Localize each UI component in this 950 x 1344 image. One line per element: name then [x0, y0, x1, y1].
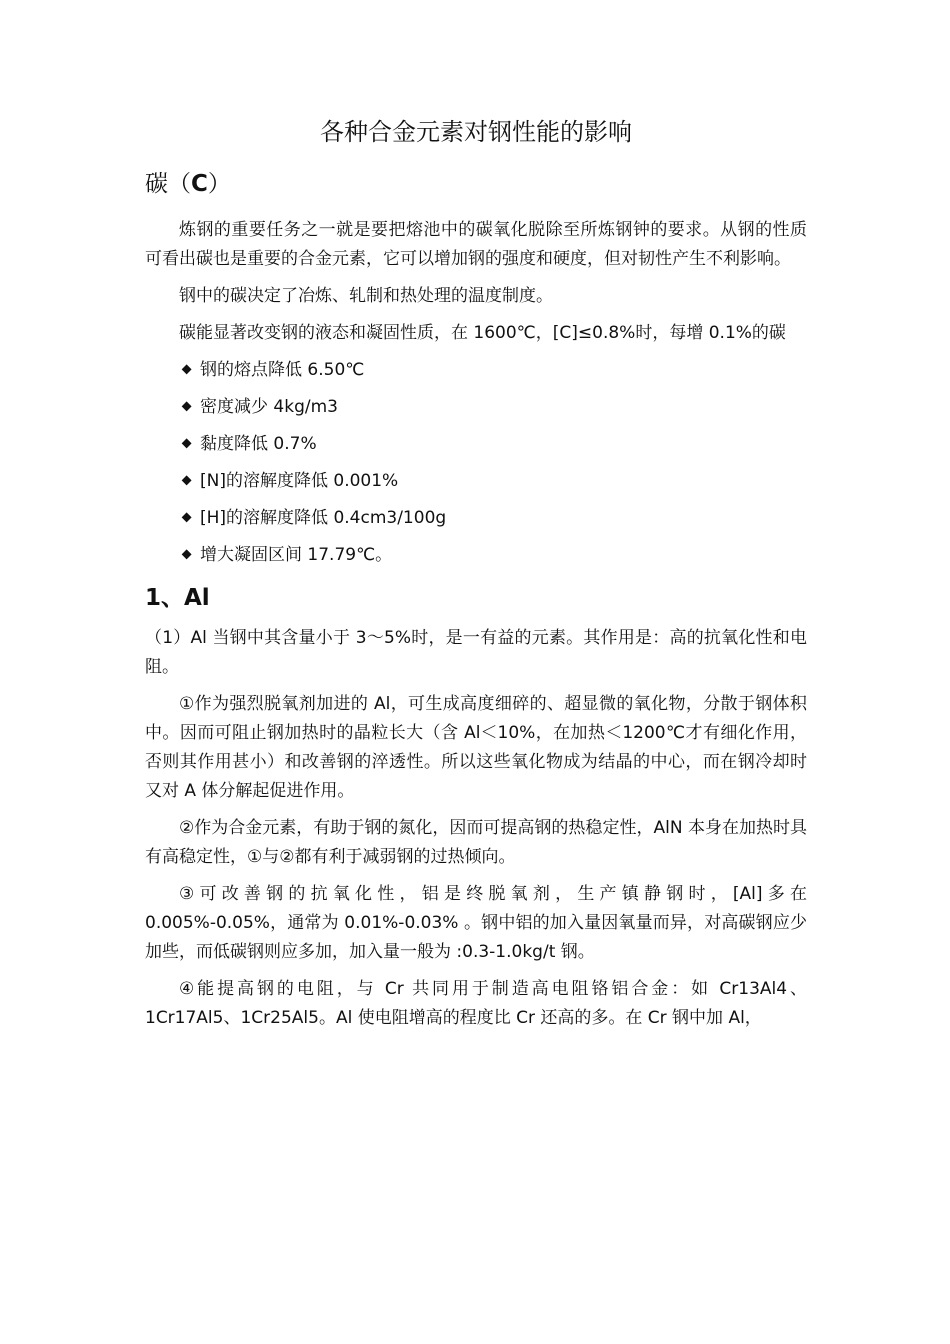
carbon-heading-symbol: C — [191, 171, 208, 197]
carbon-paragraph-1: 炼钢的重要任务之一就是要把熔池中的碳氧化脱除至所炼钢钟的要求。从钢的性质可看出碳也是重要的合金元素，它可以增加钢的强度和硬度，但对韧性产生不利影响。 — [145, 220, 807, 269]
aluminum-intro-paragraph: （1）Al 当钢中其含量小于 3～5%时，是一有益的元素。其作用是：高的抗氧化性和电阻。 — [145, 628, 807, 677]
aluminum-section-heading: 1、Al — [145, 585, 210, 611]
list-item — [181, 504, 807, 533]
aluminum-point-3: ③可改善钢的抗氧化性，铝是终脱氧剂，生产镇静钢时，[Al]多在 0.005%-0.05%，通常为 0.01%-0.03% 。钢中铝的加入量因氧量而异，对高碳钢应少加些，而低碳钢则应多加，加入量一般为 :0.3-1.0kg/t 钢。 — [145, 884, 807, 962]
list-item-text: 黏度降低 0.7% — [200, 434, 317, 454]
list-item — [181, 541, 807, 570]
list-item — [181, 356, 807, 385]
aluminum-point-2: ②作为合金元素，有助于钢的氮化，因而可提高钢的热稳定性，AlN 本身在加热时具有高稳定性，①与②都有利于减弱钢的过热倾向。 — [145, 818, 807, 867]
list-item — [181, 430, 807, 459]
list-item — [181, 467, 807, 496]
list-item — [181, 393, 807, 422]
carbon-section-heading — [145, 164, 807, 204]
carbon-heading-suffix: ） — [207, 171, 231, 197]
carbon-heading-prefix: 碳（ — [145, 171, 191, 197]
diamond-bullet-icon — [182, 549, 192, 559]
document-title: 各种合金元素对钢性能的影响 — [320, 118, 632, 146]
carbon-paragraph-3: 碳能显著改变钢的液态和凝固性质，在 1600℃，[C]≤0.8%时，每增 0.1%的碳 — [179, 323, 786, 343]
aluminum-point-4: ④能提高钢的电阻，与 Cr 共同用于制造高电阻铬铝合金：如 Cr13Al4、1Cr17Al5、1Cr25Al5。Al 使电阻增高的程度比 Cr 还高的多。在 Cr 钢中加 Al， — [145, 979, 807, 1028]
diamond-bullet-icon — [182, 401, 192, 411]
list-item-text: [N]的溶解度降低 0.001% — [200, 471, 399, 491]
diamond-bullet-icon — [182, 364, 192, 374]
diamond-bullet-icon — [182, 438, 192, 448]
list-item-text: [H]的溶解度降低 0.4cm3/100g — [200, 508, 447, 528]
diamond-bullet-icon — [182, 512, 192, 522]
aluminum-point-1: ①作为强烈脱氧剂加进的 Al，可生成高度细碎的、超显微的氧化物，分散于钢体积中。因而可阻止钢加热时的晶粒长大（含 Al＜10%，在加热＜1200℃才有细化作用，否则其作用甚小）和改善钢的淬透性。所以这些氧化物成为结晶的中心，而在钢冷却时又对 A 体分解起促进作用。 — [145, 694, 807, 801]
list-item-text: 钢的熔点降低 6.50℃ — [200, 360, 365, 380]
carbon-paragraph-2: 钢中的碳决定了冶炼、轧制和热处理的温度制度。 — [179, 286, 553, 306]
list-item-text: 增大凝固区间 17.79℃。 — [200, 545, 393, 565]
document-page — [145, 112, 807, 1041]
carbon-effects-list — [145, 356, 807, 570]
list-item-text: 密度减少 4kg/m3 — [200, 397, 338, 417]
diamond-bullet-icon — [182, 475, 192, 485]
